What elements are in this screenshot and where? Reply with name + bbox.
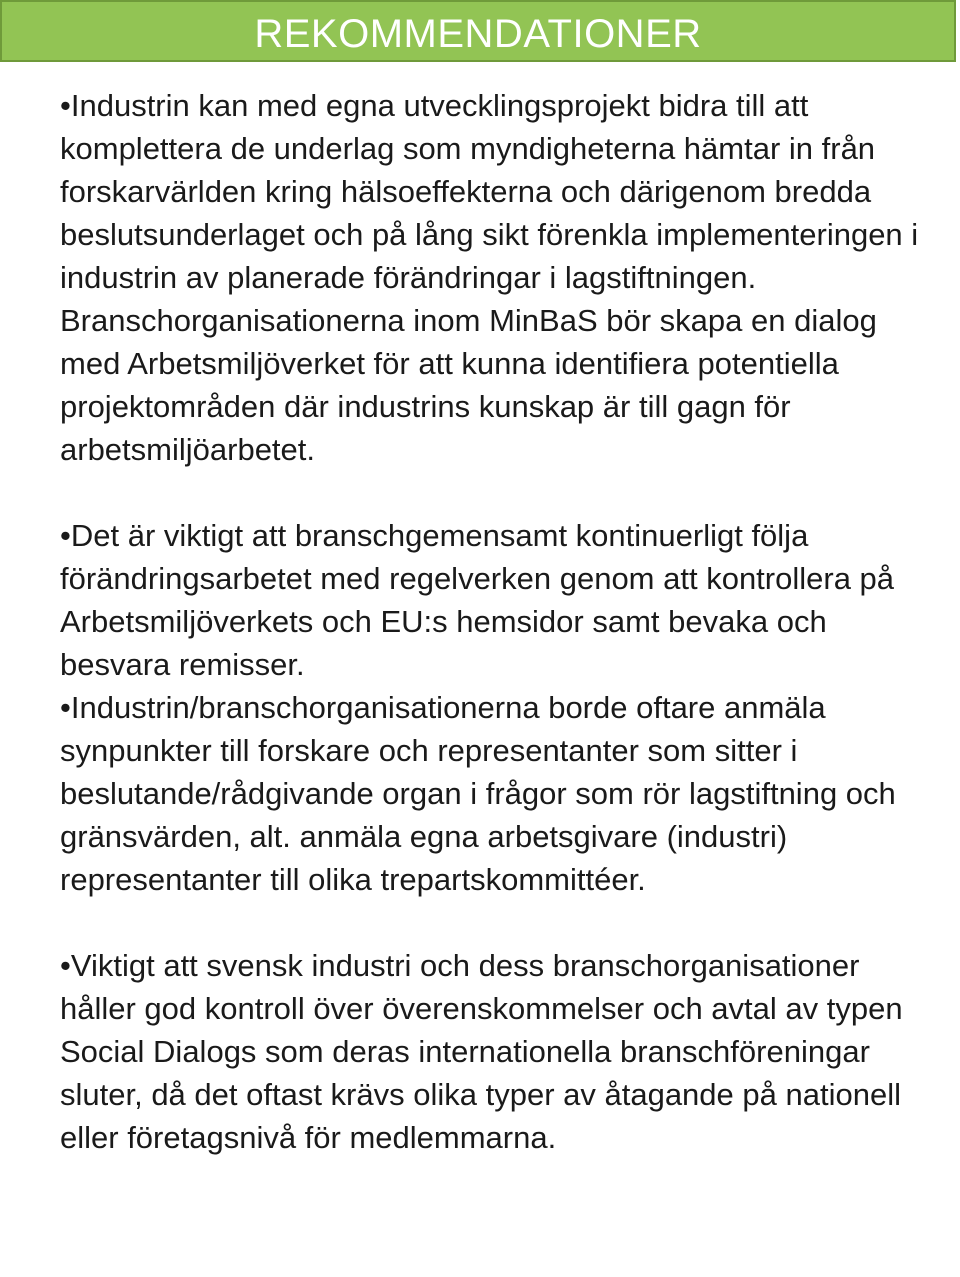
paragraph-3: •Industrin/branschorganisationerna borde oftare anmäla synpunkter till forskare och representanter som sitter i beslutande/rådgivande organ i frågor som rör lagstiftning och gränsvärden, alt. anmäla egna arbetsgivare (industri) representanter till olika trepartskommittéer. (60, 690, 896, 897)
recommendations-body (60, 84, 940, 1159)
title-bar (0, 0, 956, 62)
page-title: REKOMMENDATIONER (254, 12, 702, 56)
paragraph-2: •Det är viktigt att branschgemensamt kontinuerligt följa förändringsarbetet med regelverken genom att kontrollera på Arbetsmiljöverkets och EU:s hemsidor samt bevaka och besvara remisser. (60, 518, 895, 682)
paragraph-4: •Viktigt att svensk industri och dess branschorganisationer håller god kontroll över överenskommelser och avtal av typen Social Dialogs som deras internationella branschföreningar sluter, då det oftast krävs olika typer av åtagande på nationell eller företagsnivå för medlemmarna. (60, 948, 903, 1155)
paragraph-spacer (60, 901, 940, 944)
paragraph-1: •Industrin kan med egna utvecklingsprojekt bidra till att komplettera de underlag som myndigheterna hämtar in från forskarvärlden kring hälsoeffekterna och därigenom bredda beslutsunderlaget och på lång sikt förenkla implementeringen i industrin av planerade förändringar i lagstiftningen. Branschorganisationerna inom MinBaS bör skapa en dialog med Arbetsmiljöverket för att kunna identifiera potentiella projektområden där industrins kunskap är till gagn för arbetsmiljöarbetet. (60, 88, 919, 467)
paragraph-spacer (60, 471, 940, 514)
